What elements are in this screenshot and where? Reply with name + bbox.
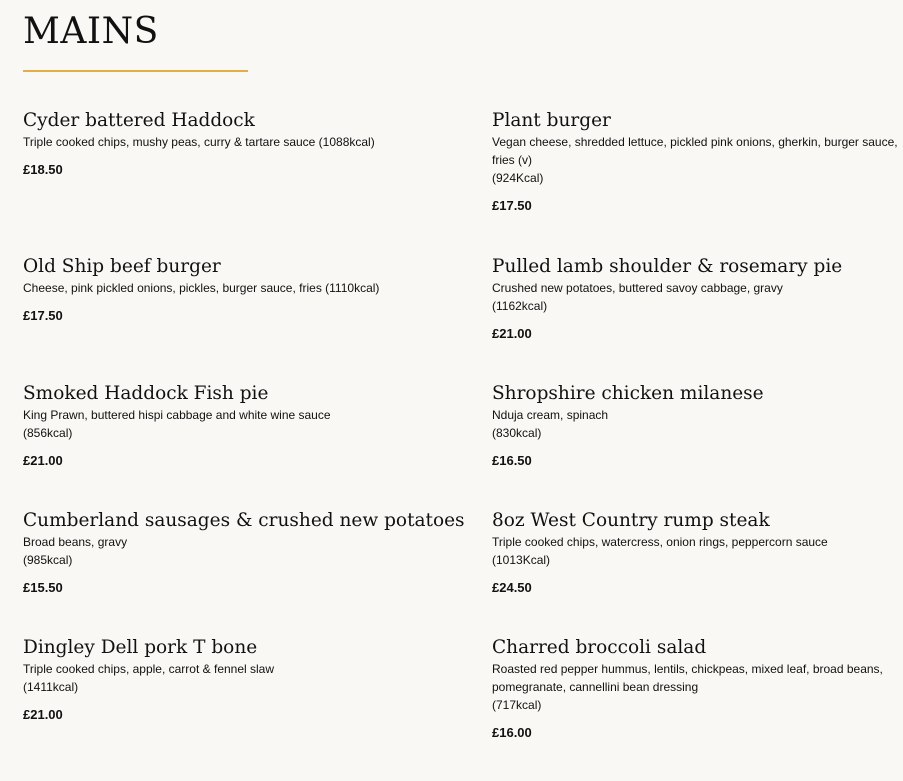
menu-item-charred-broccoli-salad bbox=[492, 636, 903, 742]
item-name: Old Ship beef burger bbox=[23, 256, 221, 277]
item-calories: (1411kcal) bbox=[23, 680, 79, 694]
item-description: Vegan cheese, shredded lettuce, pickled pink onions, gherkin, burger sauce, fries (v) bbox=[492, 135, 898, 167]
menu-item-old-ship-beef-burger bbox=[23, 255, 433, 325]
item-calories: (717kcal) bbox=[492, 698, 542, 712]
menu-item-cyder-battered-haddock bbox=[23, 109, 433, 179]
item-description: Broad beans, gravy bbox=[23, 535, 128, 549]
item-description: Crushed new potatoes, buttered savoy cabbage, gravy bbox=[492, 281, 783, 295]
menu-item-rump-steak bbox=[492, 509, 903, 597]
item-price: £15.50 bbox=[23, 580, 63, 595]
title-underline bbox=[23, 70, 248, 72]
item-description: Roasted red pepper hummus, lentils, chickpeas, mixed leaf, broad beans, pomegranate, cannellini bean dressing bbox=[492, 662, 883, 694]
item-price: £16.50 bbox=[492, 453, 532, 468]
menu-item-shropshire-chicken-milanese bbox=[492, 382, 903, 470]
item-calories: (1013Kcal) bbox=[492, 553, 551, 567]
page-title: MAINS bbox=[23, 11, 159, 52]
item-name: Cumberland sausages & crushed new potatoes bbox=[23, 510, 465, 531]
item-description: Nduja cream, spinach bbox=[492, 408, 609, 422]
item-description: King Prawn, buttered hispi cabbage and white wine sauce bbox=[23, 408, 331, 422]
item-description: Triple cooked chips, watercress, onion rings, peppercorn sauce bbox=[492, 535, 828, 549]
item-name: Dingley Dell pork T bone bbox=[23, 637, 258, 658]
item-price: £16.00 bbox=[492, 725, 532, 740]
item-price: £21.00 bbox=[492, 326, 532, 341]
item-calories: (985kcal) bbox=[23, 553, 73, 567]
item-name: 8oz West Country rump steak bbox=[492, 510, 770, 531]
item-price: £17.50 bbox=[492, 198, 532, 213]
item-price: £18.50 bbox=[23, 162, 63, 177]
item-description: Triple cooked chips, mushy peas, curry & tartare sauce (1088kcal) bbox=[23, 135, 375, 149]
item-price: £17.50 bbox=[23, 308, 63, 323]
item-description: Triple cooked chips, apple, carrot & fennel slaw bbox=[23, 662, 275, 676]
item-name: Smoked Haddock Fish pie bbox=[23, 383, 269, 404]
item-price: £21.00 bbox=[23, 707, 63, 722]
item-description: Cheese, pink pickled onions, pickles, burger sauce, fries (1110kcal) bbox=[23, 281, 380, 295]
item-price: £24.50 bbox=[492, 580, 532, 595]
item-name: Shropshire chicken milanese bbox=[492, 383, 764, 404]
menu-item-pork-t-bone bbox=[23, 636, 433, 724]
item-calories: (830kcal) bbox=[492, 426, 542, 440]
item-name: Cyder battered Haddock bbox=[23, 110, 255, 131]
item-name: Charred broccoli salad bbox=[492, 637, 707, 658]
item-price: £21.00 bbox=[23, 453, 63, 468]
item-calories: (924Kcal) bbox=[492, 171, 544, 185]
menu-item-smoked-haddock-fish-pie bbox=[23, 382, 433, 470]
item-calories: (1162kcal) bbox=[492, 299, 548, 313]
item-calories: (856kcal) bbox=[23, 426, 73, 440]
item-name: Pulled lamb shoulder & rosemary pie bbox=[492, 256, 843, 277]
item-name: Plant burger bbox=[492, 110, 611, 131]
menu-item-cumberland-sausages bbox=[23, 509, 465, 597]
menu-item-plant-burger bbox=[492, 109, 903, 215]
menu-item-pulled-lamb-pie bbox=[492, 255, 903, 343]
